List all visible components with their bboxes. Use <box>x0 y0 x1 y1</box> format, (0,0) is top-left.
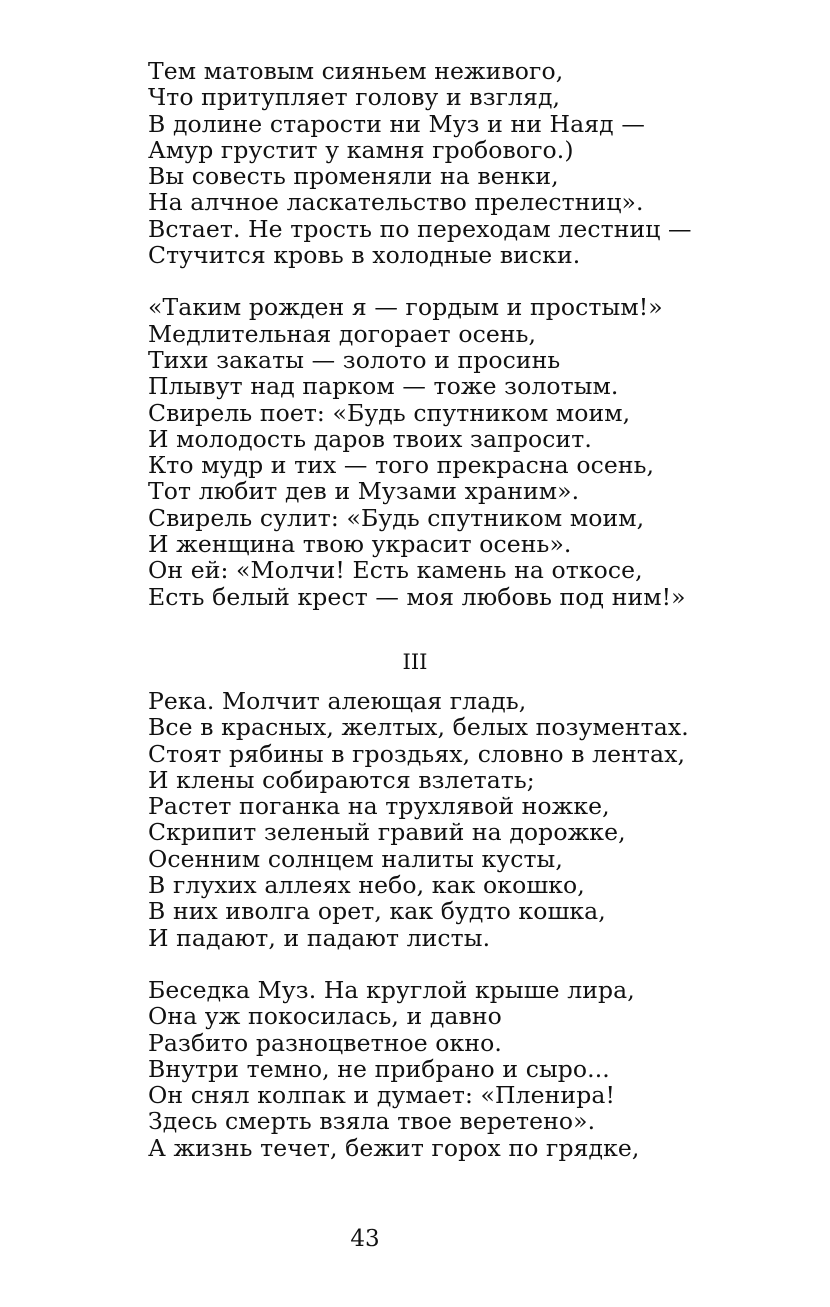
stanza-4 <box>148 977 758 1161</box>
verse-line: Амур грустит у камня гробового.) <box>148 135 574 164</box>
poem-text-top <box>148 58 758 610</box>
verse-line: Кто мудр и тих — того прекрасна осень, <box>148 451 655 480</box>
verse-line: Тем матовым сияньем неживого, <box>148 57 564 85</box>
verse-line: На алчное ласкательство прелестниц». <box>148 188 644 217</box>
verse-line: В глухих аллеях небо, как окошко, <box>148 871 585 900</box>
verse-line: Все в красных, желтых, белых позументах. <box>148 713 689 742</box>
verse-line: Стучится кровь в холодные виски. <box>148 241 581 270</box>
verse-line: Медлительная догорает осень, <box>148 319 537 348</box>
verse-line: И женщина твою украсит осень». <box>148 530 572 559</box>
stanza-1 <box>148 58 758 268</box>
verse-line: И клены собираются взлетать; <box>148 765 535 794</box>
poem-text-bottom <box>148 688 758 1161</box>
verse-line: В долине старости ни Муз и ни Наяд — <box>148 109 645 138</box>
verse-line: Плывут над парком — тоже золотым. <box>148 372 619 401</box>
verse-line: Есть белый крест — моя любовь под ним!» <box>148 582 686 611</box>
verse-line: Внутри темно, не прибрано и сыро... <box>148 1054 610 1083</box>
verse-line: Растет поганка на трухлявой ножке, <box>148 792 610 821</box>
verse-line: Скрипит зеленый гравий на дорожке, <box>148 818 626 847</box>
verse-line: И молодость даров твоих запросит. <box>148 424 592 453</box>
verse-line: Она уж покосилась, и давно <box>148 1002 502 1031</box>
verse-line: «Таким рожден я — гордым и простым!» <box>148 293 663 322</box>
verse-line: Тихи закаты — золото и просинь <box>148 345 561 374</box>
verse-line: Встает. Не трость по переходам лестниц — <box>148 214 692 243</box>
verse-line: В них иволга орет, как будто кошка, <box>148 897 606 926</box>
verse-line: Вы совесть променяли на венки, <box>148 162 559 191</box>
verse-line: Свирель сулит: «Будь спутником моим, <box>148 503 645 532</box>
stanza-gap <box>148 268 758 294</box>
verse-line: Река. Молчит алеющая гладь, <box>148 687 527 715</box>
verse-line: А жизнь течет, бежит горох по грядке, <box>148 1133 640 1162</box>
verse-line: Тот любит дев и Музами храним». <box>148 477 580 506</box>
verse-line: Он ей: «Молчи! Есть камень на откосе, <box>148 556 643 585</box>
page-number: 43 <box>350 1226 380 1252</box>
verse-line: Он снял колпак и думает: «Пленира! <box>148 1081 615 1110</box>
stanza-gap <box>148 951 758 977</box>
verse-line: Осенним солнцем налиты кусты, <box>148 844 563 873</box>
verse-line: Стоят рябины в гроздьях, словно в лентах, <box>148 739 686 768</box>
verse-line: Беседка Муз. На круглой крыше лира, <box>148 975 635 1004</box>
stanza-3 <box>148 688 758 951</box>
verse-line: И падают, и падают листы. <box>148 923 491 952</box>
section-heading: III <box>402 650 428 674</box>
verse-line: Здесь смерть взяла твое веретено». <box>148 1107 596 1136</box>
verse-line: Что притупляет голову и взгляд, <box>148 83 561 112</box>
verse-line: Разбито разноцветное окно. <box>148 1028 502 1057</box>
verse-line: Свирель поет: «Будь спутником моим, <box>148 398 631 427</box>
stanza-2 <box>148 294 758 610</box>
